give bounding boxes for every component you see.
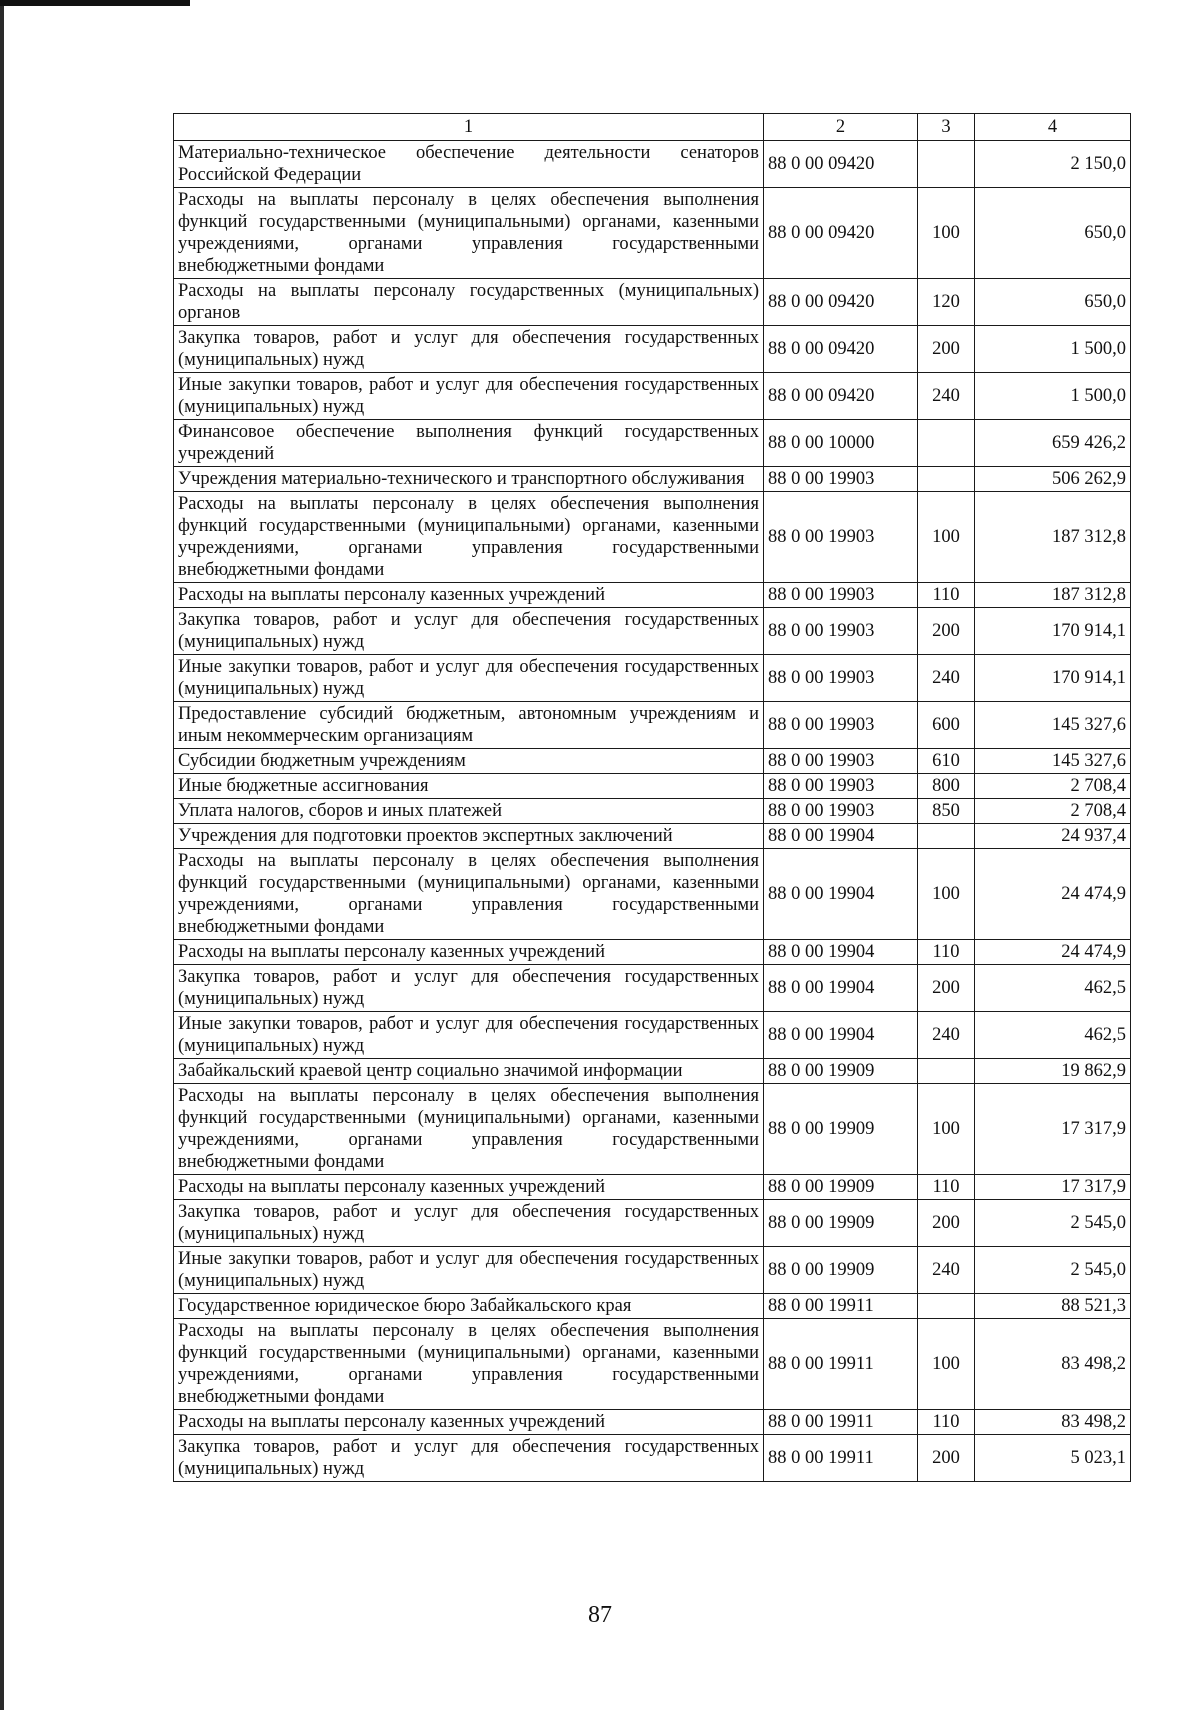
row-amount-cell: 24 937,4 [975,824,1131,849]
table-row [174,583,1131,608]
row-amount-cell: 650,0 [975,188,1131,279]
row-code-cell: 88 0 00 19911 [764,1435,918,1482]
row-expense-type-cell: 110 [918,583,975,608]
table-row [174,1200,1131,1247]
row-amount-cell: 187 312,8 [975,492,1131,583]
row-amount-cell: 24 474,9 [975,940,1131,965]
row-amount-cell: 462,5 [975,965,1131,1012]
table-body [174,141,1131,1482]
row-amount-cell: 2 708,4 [975,774,1131,799]
table-row [174,655,1131,702]
row-expense-type-cell: 610 [918,749,975,774]
table-row [174,940,1131,965]
row-expense-type-cell: 200 [918,326,975,373]
row-expense-type-cell: 850 [918,799,975,824]
row-expense-type-cell [918,1294,975,1319]
row-expense-type-cell: 100 [918,1319,975,1410]
table-row [174,608,1131,655]
row-expense-type-cell: 200 [918,1200,975,1247]
table-row [174,141,1131,188]
row-expense-type-cell [918,1059,975,1084]
row-expense-type-cell: 110 [918,940,975,965]
table-row [174,1294,1131,1319]
row-expense-type-cell: 200 [918,1435,975,1482]
header-col-3: 3 [918,114,975,141]
row-code-cell: 88 0 00 19903 [764,702,918,749]
table-row [174,824,1131,849]
table-row [174,373,1131,420]
row-amount-cell: 1 500,0 [975,326,1131,373]
row-expense-type-cell: 200 [918,965,975,1012]
row-amount-cell: 5 023,1 [975,1435,1131,1482]
row-name-cell: Расходы на выплаты персоналу в целях обеспечения выполнения функций государственными (муниципальными) органами, казенными учреждениями, органами управления государственными внебюджетными фондами [174,1319,764,1410]
header-col-4: 4 [975,114,1131,141]
table-row [174,1084,1131,1175]
row-amount-cell: 2 545,0 [975,1200,1131,1247]
row-expense-type-cell: 110 [918,1410,975,1435]
row-expense-type-cell: 240 [918,655,975,702]
table-row [174,1012,1131,1059]
row-amount-cell: 659 426,2 [975,420,1131,467]
table-row [174,774,1131,799]
row-expense-type-cell: 100 [918,492,975,583]
row-name-cell: Субсидии бюджетным учреждениям [174,749,764,774]
row-name-cell: Предоставление субсидий бюджетным, автономным учреждениям и иным некоммерческим организациям [174,702,764,749]
row-expense-type-cell: 600 [918,702,975,749]
row-code-cell: 88 0 00 19903 [764,608,918,655]
table-row [174,1059,1131,1084]
row-expense-type-cell: 100 [918,849,975,940]
row-code-cell: 88 0 00 09420 [764,326,918,373]
row-code-cell: 88 0 00 19903 [764,774,918,799]
row-code-cell: 88 0 00 09420 [764,141,918,188]
row-name-cell: Учреждения материально-технического и транспортного обслуживания [174,467,764,492]
row-name-cell: Расходы на выплаты персоналу в целях обеспечения выполнения функций государственными (муниципальными) органами, казенными учреждениями, органами управления государственными внебюджетными фондами [174,492,764,583]
row-code-cell: 88 0 00 19909 [764,1059,918,1084]
row-expense-type-cell: 240 [918,1012,975,1059]
row-amount-cell: 650,0 [975,279,1131,326]
row-code-cell: 88 0 00 19903 [764,655,918,702]
table-row [174,965,1131,1012]
row-name-cell: Забайкальский краевой центр социально значимой информации [174,1059,764,1084]
row-name-cell: Закупка товаров, работ и услуг для обеспечения государственных (муниципальных) нужд [174,608,764,655]
row-name-cell: Расходы на выплаты персоналу казенных учреждений [174,1410,764,1435]
row-name-cell: Расходы на выплаты персоналу казенных учреждений [174,940,764,965]
row-name-cell: Иные закупки товаров, работ и услуг для обеспечения государственных (муниципальных) нужд [174,1012,764,1059]
row-name-cell: Иные закупки товаров, работ и услуг для обеспечения государственных (муниципальных) нужд [174,1247,764,1294]
row-code-cell: 88 0 00 19903 [764,799,918,824]
scan-edge-top [0,0,190,6]
row-name-cell: Расходы на выплаты персоналу в целях обеспечения выполнения функций государственными (муниципальными) органами, казенными учреждениями, органами управления государственными внебюджетными фондами [174,849,764,940]
row-code-cell: 88 0 00 19911 [764,1410,918,1435]
row-code-cell: 88 0 00 19903 [764,583,918,608]
row-name-cell: Закупка товаров, работ и услуг для обеспечения государственных (муниципальных) нужд [174,1435,764,1482]
row-code-cell: 88 0 00 19911 [764,1319,918,1410]
header-col-2: 2 [764,114,918,141]
row-expense-type-cell: 200 [918,608,975,655]
page-number: 87 [588,1602,612,1628]
table-row [174,1175,1131,1200]
row-amount-cell: 2 545,0 [975,1247,1131,1294]
row-name-cell: Расходы на выплаты персоналу казенных учреждений [174,1175,764,1200]
row-code-cell: 88 0 00 19903 [764,749,918,774]
row-amount-cell: 17 317,9 [975,1175,1131,1200]
row-code-cell: 88 0 00 19904 [764,1012,918,1059]
row-name-cell: Уплата налогов, сборов и иных платежей [174,799,764,824]
row-amount-cell: 145 327,6 [975,702,1131,749]
row-code-cell: 88 0 00 19909 [764,1247,918,1294]
row-code-cell: 88 0 00 19909 [764,1175,918,1200]
row-code-cell: 88 0 00 19903 [764,467,918,492]
row-name-cell: Расходы на выплаты персоналу в целях обеспечения выполнения функций государственными (муниципальными) органами, казенными учреждениями, органами управления государственными внебюджетными фондами [174,188,764,279]
row-amount-cell: 506 262,9 [975,467,1131,492]
row-expense-type-cell: 240 [918,1247,975,1294]
row-amount-cell: 2 150,0 [975,141,1131,188]
table-row [174,467,1131,492]
row-expense-type-cell [918,467,975,492]
row-name-cell: Государственное юридическое бюро Забайкальского края [174,1294,764,1319]
row-expense-type-cell [918,420,975,467]
row-amount-cell: 17 317,9 [975,1084,1131,1175]
row-code-cell: 88 0 00 09420 [764,188,918,279]
row-name-cell: Расходы на выплаты персоналу государственных (муниципальных) органов [174,279,764,326]
row-name-cell: Расходы на выплаты персоналу в целях обеспечения выполнения функций государственными (муниципальными) органами, казенными учреждениями, органами управления государственными внебюджетными фондами [174,1084,764,1175]
row-amount-cell: 170 914,1 [975,655,1131,702]
row-name-cell: Закупка товаров, работ и услуг для обеспечения государственных (муниципальных) нужд [174,965,764,1012]
row-amount-cell: 83 498,2 [975,1319,1131,1410]
row-expense-type-cell: 120 [918,279,975,326]
row-amount-cell: 88 521,3 [975,1294,1131,1319]
row-amount-cell: 19 862,9 [975,1059,1131,1084]
scan-edge-left [0,0,4,1710]
row-amount-cell: 1 500,0 [975,373,1131,420]
row-expense-type-cell: 800 [918,774,975,799]
row-expense-type-cell: 240 [918,373,975,420]
row-name-cell: Закупка товаров, работ и услуг для обеспечения государственных (муниципальных) нужд [174,1200,764,1247]
table-row [174,279,1131,326]
row-code-cell: 88 0 00 19904 [764,849,918,940]
budget-table [173,113,1131,1482]
table-row [174,1410,1131,1435]
table-row [174,326,1131,373]
row-amount-cell: 187 312,8 [975,583,1131,608]
table-row [174,420,1131,467]
header-col-1: 1 [174,114,764,141]
table-row [174,749,1131,774]
row-code-cell: 88 0 00 19904 [764,940,918,965]
table-row [174,849,1131,940]
row-expense-type-cell: 100 [918,188,975,279]
row-amount-cell: 145 327,6 [975,749,1131,774]
row-name-cell: Финансовое обеспечение выполнения функций государственных учреждений [174,420,764,467]
row-name-cell: Закупка товаров, работ и услуг для обеспечения государственных (муниципальных) нужд [174,326,764,373]
row-amount-cell: 2 708,4 [975,799,1131,824]
row-name-cell: Иные закупки товаров, работ и услуг для обеспечения государственных (муниципальных) нужд [174,655,764,702]
row-expense-type-cell: 110 [918,1175,975,1200]
row-amount-cell: 24 474,9 [975,849,1131,940]
table-row [174,799,1131,824]
row-code-cell: 88 0 00 19909 [764,1200,918,1247]
row-name-cell: Учреждения для подготовки проектов экспертных заключений [174,824,764,849]
row-name-cell: Расходы на выплаты персоналу казенных учреждений [174,583,764,608]
row-name-cell: Иные закупки товаров, работ и услуг для обеспечения государственных (муниципальных) нужд [174,373,764,420]
row-name-cell: Материально-техническое обеспечение деятельности сенаторов Российской Федерации [174,141,764,188]
row-expense-type-cell [918,824,975,849]
table-row [174,1319,1131,1410]
table-row [174,188,1131,279]
row-expense-type-cell: 100 [918,1084,975,1175]
row-code-cell: 88 0 00 19911 [764,1294,918,1319]
row-code-cell: 88 0 00 19904 [764,965,918,1012]
row-code-cell: 88 0 00 10000 [764,420,918,467]
table-row [174,1247,1131,1294]
table-row [174,1435,1131,1482]
row-amount-cell: 170 914,1 [975,608,1131,655]
row-expense-type-cell [918,141,975,188]
row-code-cell: 88 0 00 19903 [764,492,918,583]
row-code-cell: 88 0 00 19904 [764,824,918,849]
row-name-cell: Иные бюджетные ассигнования [174,774,764,799]
table-row [174,702,1131,749]
row-amount-cell: 83 498,2 [975,1410,1131,1435]
table-row [174,492,1131,583]
row-code-cell: 88 0 00 09420 [764,373,918,420]
table-header-row [174,114,1131,141]
row-code-cell: 88 0 00 09420 [764,279,918,326]
row-code-cell: 88 0 00 19909 [764,1084,918,1175]
row-amount-cell: 462,5 [975,1012,1131,1059]
